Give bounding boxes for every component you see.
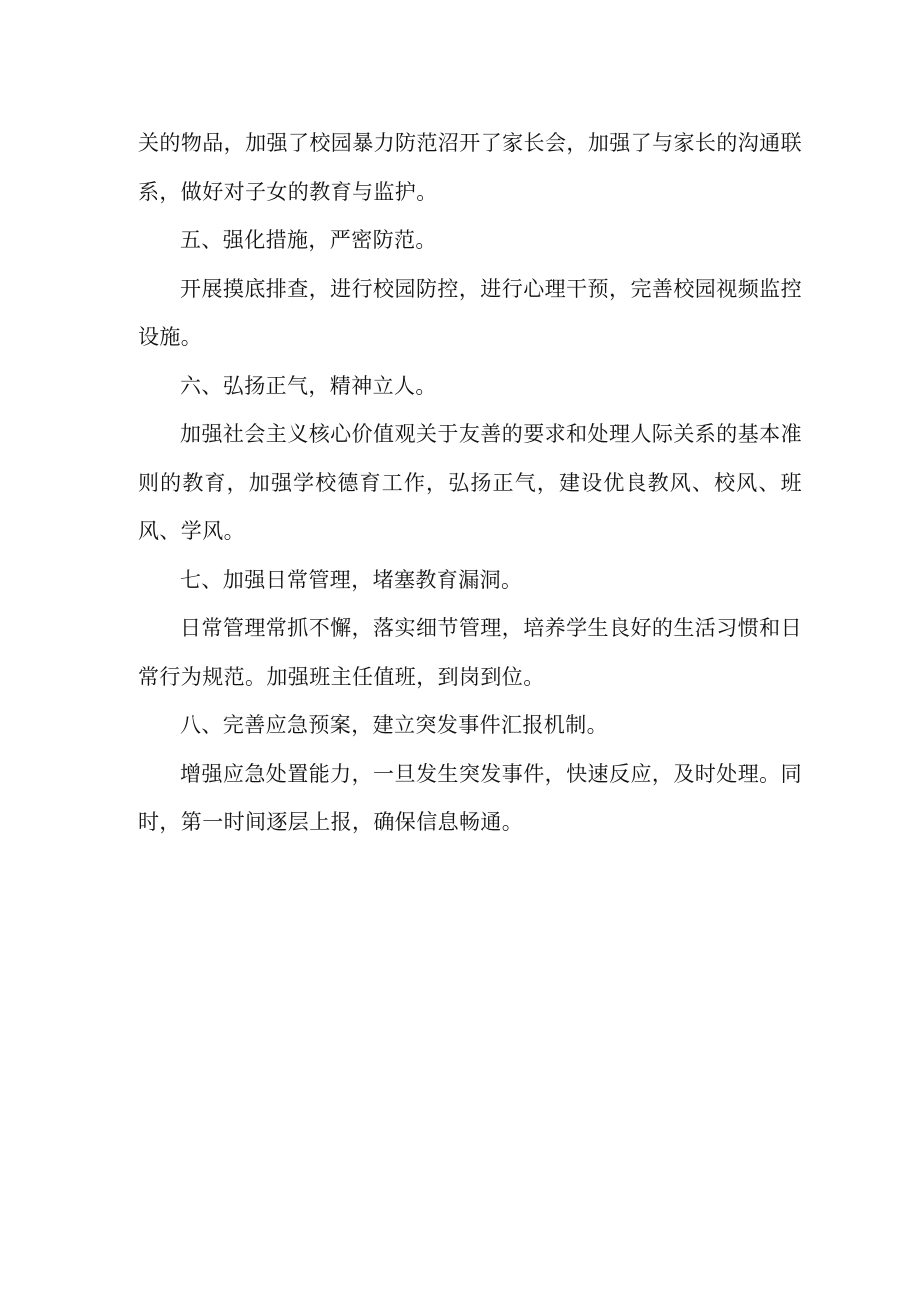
paragraph-section-6: 加强社会主义核心价值观关于友善的要求和处理人际关系的基本准则的教育，加强学校德育工作，弘扬正气，建设优良教风、校风、班风、学风。: [138, 422, 802, 543]
section-heading-8: 八、完善应急预案，建立突发事件汇报机制。: [180, 713, 608, 737]
section-heading-6: 六、弘扬正气，精神立人。: [180, 373, 437, 398]
section-heading-7: 七、加强日常管理，堵塞教育漏洞。: [180, 567, 523, 592]
paragraph-continuation: 关的物品，加强了校园暴力防范沼开了家长会，加强了与家长的沟通联系，做好对子女的教育与监护。: [138, 131, 802, 204]
paragraph-section-5: 开展摸底排查，进行校园防控，进行心理干预，完善校园视频监控设施。: [138, 276, 802, 349]
section-heading-5: 五、强化措施，严密防范。: [180, 228, 437, 252]
paragraph-section-7: 日常管理常抓不懈，落实细节管理，培养学生良好的生活习惯和日常行为规范。加强班主任值班，到岗到位。: [138, 616, 802, 689]
paragraph-section-8: 增强应急处置能力，一旦发生突发事件，快速反应，及时处理。同时，第一时间逐层上报，确保信息畅通。: [138, 761, 802, 834]
document-body: [138, 119, 802, 847]
